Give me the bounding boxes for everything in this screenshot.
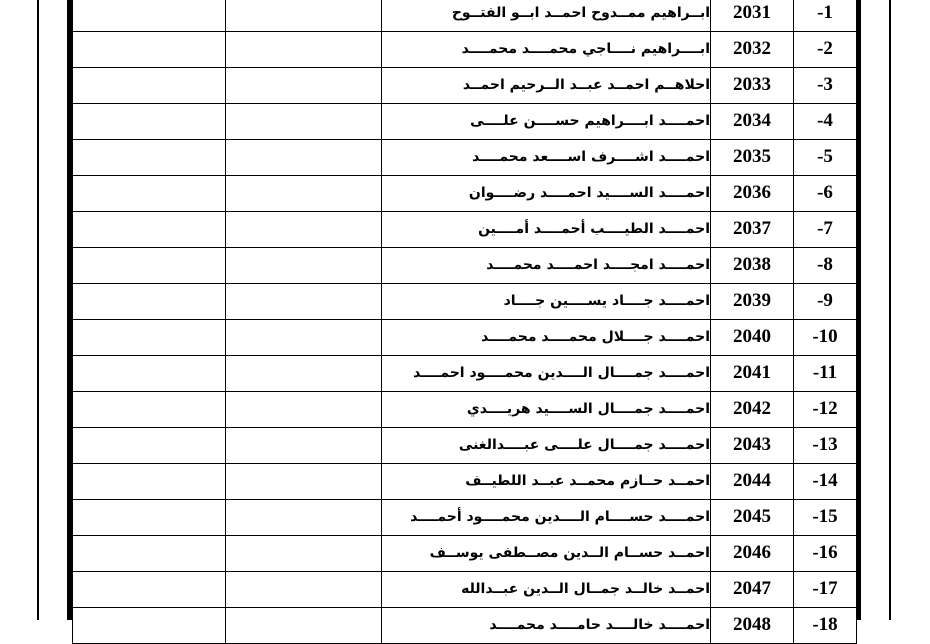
student-name-cell: احمــــد جــــاد يســــين جــــاد [382,283,711,319]
seat-number-cell: 2031 [711,0,794,31]
blank-cell [73,139,226,175]
student-name-cell: ابــــراهيم نــــاجي محمــــد محمــــد [382,31,711,67]
student-name-cell: احمــــد امجــــد احمــــد محمــــد [382,247,711,283]
blank-cell [226,571,382,607]
student-name-cell: احمــــد خالــــد حامــــد محمــــد [382,607,711,643]
table-row [73,427,857,463]
table-row [73,211,857,247]
table-row [73,67,857,103]
blank-cell [226,139,382,175]
blank-cell [73,463,226,499]
student-name-cell: احمــد حــازم محمــد عبــد اللطيــف [382,463,711,499]
student-name-cell: احمــــد جــــلال محمــــد محمــــد [382,319,711,355]
blank-cell [73,607,226,643]
student-name-cell: احمــــد جمــــال الــــدين محمــــود احمــــد [382,355,711,391]
row-number-cell: -16 [794,535,857,571]
seat-number-cell: 2038 [711,247,794,283]
row-number-cell: -14 [794,463,857,499]
seat-number-cell: 2037 [711,211,794,247]
student-name-cell: احمــــد جمــــال الســــيد هريــــدي [382,391,711,427]
blank-cell [226,499,382,535]
blank-cell [73,0,226,31]
student-name-cell: احمــــد اشــــرف اســــعد محمــــد [382,139,711,175]
row-number-cell: -18 [794,607,857,643]
seat-number-cell: 2044 [711,463,794,499]
table-row [73,499,857,535]
student-name-cell: احمــد حســام الــدين مصــطفى يوســف [382,535,711,571]
blank-cell [73,211,226,247]
row-number-cell: -13 [794,427,857,463]
blank-cell [73,67,226,103]
seat-number-cell: 2041 [711,355,794,391]
seat-number-cell: 2042 [711,391,794,427]
table-row [73,283,857,319]
blank-cell [73,319,226,355]
row-number-cell: -15 [794,499,857,535]
row-number-cell: -2 [794,31,857,67]
seat-number-cell: 2035 [711,139,794,175]
seat-number-cell: 2034 [711,103,794,139]
blank-cell [73,247,226,283]
blank-cell [73,283,226,319]
blank-cell [226,427,382,463]
blank-cell [73,103,226,139]
blank-cell [226,67,382,103]
student-name-cell: احمــد خالــد جمــال الــدين عبــدالله [382,571,711,607]
row-number-cell: -3 [794,67,857,103]
row-number-cell: -7 [794,211,857,247]
blank-cell [73,535,226,571]
blank-cell [226,103,382,139]
blank-cell [226,0,382,31]
row-number-cell: -12 [794,391,857,427]
row-number-cell: -8 [794,247,857,283]
seat-number-cell: 2033 [711,67,794,103]
seat-number-cell: 2036 [711,175,794,211]
blank-cell [73,355,226,391]
blank-cell [73,391,226,427]
seat-number-cell: 2039 [711,283,794,319]
blank-cell [226,355,382,391]
seat-number-cell: 2047 [711,571,794,607]
seat-number-cell: 2048 [711,607,794,643]
blank-cell [73,175,226,211]
student-name-cell: ابــراهيم ممــدوح احمــد ابــو الفتــوح [382,0,711,31]
blank-cell [73,571,226,607]
student-roster-table [72,0,857,644]
seat-number-cell: 2043 [711,427,794,463]
blank-cell [226,247,382,283]
table-row [73,103,857,139]
student-name-cell: احمــــد الســــيد احمــــد رضــــوان [382,175,711,211]
blank-cell [73,427,226,463]
row-number-cell: -17 [794,571,857,607]
table-row [73,391,857,427]
table-row [73,571,857,607]
seat-number-cell: 2032 [711,31,794,67]
row-number-cell: -4 [794,103,857,139]
blank-cell [226,535,382,571]
blank-cell [73,31,226,67]
table-row [73,535,857,571]
student-name-cell: احلاهــم احمــد عبــد الــرحيم احمــد [382,67,711,103]
table-row [73,607,857,643]
table-row [73,355,857,391]
blank-cell [226,211,382,247]
blank-cell [226,31,382,67]
table-row [73,31,857,67]
blank-cell [226,463,382,499]
table-row [73,175,857,211]
seat-number-cell: 2046 [711,535,794,571]
student-name-cell: احمــــد الطيــــب أحمــــد أمــــين [382,211,711,247]
blank-cell [226,391,382,427]
row-number-cell: -1 [794,0,857,31]
student-name-cell: احمــــد حســــام الــــدين محمــــود أحمــــد [382,499,711,535]
row-number-cell: -6 [794,175,857,211]
row-number-cell: -10 [794,319,857,355]
roster-body [73,0,857,643]
table-row [73,0,857,31]
table-row [73,319,857,355]
blank-cell [73,499,226,535]
page-border-right [889,0,891,620]
table-row [73,463,857,499]
blank-cell [226,175,382,211]
student-name-cell: احمــــد ابــــراهيم حســــن علــــى [382,103,711,139]
row-number-cell: -11 [794,355,857,391]
page-border-left [37,0,39,620]
table-row [73,247,857,283]
blank-cell [226,283,382,319]
seat-number-cell: 2040 [711,319,794,355]
student-name-cell: احمــــد جمــــال علــــى عبــــدالغنى [382,427,711,463]
row-number-cell: -5 [794,139,857,175]
row-number-cell: -9 [794,283,857,319]
table-row [73,139,857,175]
seat-number-cell: 2045 [711,499,794,535]
blank-cell [226,319,382,355]
blank-cell [226,607,382,643]
